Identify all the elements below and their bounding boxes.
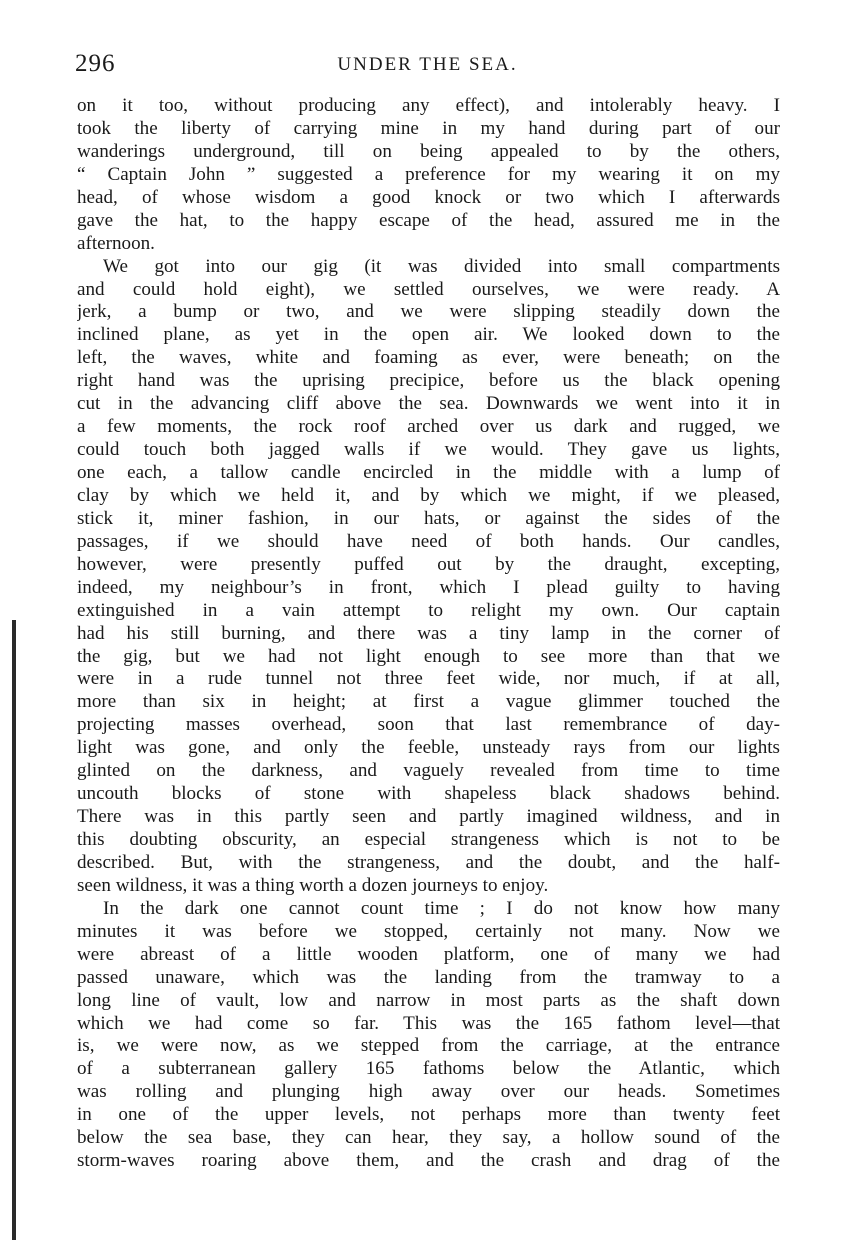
text-line: of a subterranean gallery 165 fathoms below the Atlantic, which [77, 1058, 780, 1080]
text-line: in one of the upper levels, not perhaps more than twenty feet [77, 1104, 780, 1126]
page-edge-shadow [12, 620, 16, 1240]
text-line: clay by which we held it, and by which we might, if we pleased, [77, 484, 780, 506]
text-line: and could hold eight), we settled ourselves, we were ready. A [77, 278, 780, 300]
running-head: UNDER THE SEA. [337, 54, 518, 75]
text-line: could touch both jagged walls if we would. They gave us lights, [77, 439, 780, 461]
text-line: light was gone, and only the feeble, unsteady rays from our lights [77, 737, 780, 759]
text-line: indeed, my neighbour’s in front, which I plead guilty to having [77, 576, 780, 598]
text-line: cut in the advancing cliff above the sea. Downwards we went into it in [77, 393, 780, 415]
text-line: There was in this partly seen and partly imagined wildness, and in [77, 806, 780, 828]
text-line: seen wildness, it was a thing worth a dozen journeys to enjoy. [77, 874, 549, 896]
text-line: described. But, with the strangeness, and the doubt, and the half- [77, 851, 780, 873]
text-line: on it too, without producing any effect), and intolerably heavy. I [77, 95, 780, 116]
text-line: inclined plane, as yet in the open air. We looked down to the [77, 324, 780, 346]
text-line: below the sea base, they can hear, they say, a hollow sound of the [77, 1127, 780, 1149]
text-line: passages, if we should have need of both hands. Our candles, [77, 530, 780, 552]
text-line: was rolling and plunging high away over our heads. Sometimes [77, 1081, 780, 1103]
text-line: storm-waves roaring above them, and the crash and drag of the [77, 1150, 780, 1172]
body-text [77, 95, 780, 1173]
text-line: glinted on the darkness, and vaguely revealed from time to time [77, 760, 780, 782]
text-line: “ Captain John ” suggested a preference for my wearing it on my [77, 163, 780, 185]
text-line: is, we were now, as we stepped from the carriage, at the entrance [77, 1035, 780, 1057]
text-line: afternoon. [77, 232, 155, 254]
text-line: which we had come so far. This was the 165 fathom level—that [77, 1012, 780, 1034]
text-line: gave the hat, to the happy escape of the head, assured me in the [77, 209, 780, 231]
page-header [75, 50, 780, 80]
text-line: jerk, a bump or two, and we were slipping steadily down the [77, 301, 780, 323]
text-line: left, the waves, white and foaming as ever, were beneath; on the [77, 347, 780, 369]
text-line: this doubting obscurity, an especial strangeness which is not to be [77, 829, 780, 850]
text-line: extinguished in a vain attempt to relight my own. Our captain [77, 599, 780, 621]
text-line: projecting masses overhead, soon that last remembrance of day- [77, 714, 780, 736]
text-line: took the liberty of carrying mine in my hand during part of our [77, 117, 780, 139]
page-number: 296 [75, 50, 116, 77]
text-line: the gig, but we had not light enough to see more than that we [77, 645, 780, 667]
text-line: minutes it was before we stopped, certainly not many. Now we [77, 920, 780, 942]
text-line: We got into our gig (it was divided into small compartments [103, 255, 780, 277]
text-line: stick it, miner fashion, in our hats, or against the sides of the [77, 507, 780, 529]
text-line: In the dark one cannot count time ; I do not know how many [103, 897, 780, 919]
text-line: passed unaware, which was the landing from the tramway to a [77, 966, 780, 988]
text-line: wanderings underground, till on being appealed to by the others, [77, 140, 780, 162]
text-line: had his still burning, and there was a tiny lamp in the corner of [77, 622, 780, 644]
text-line: head, of whose wisdom a good knock or two which I afterwards [77, 186, 780, 208]
text-line: however, were presently puffed out by the draught, excepting, [77, 553, 780, 575]
text-line: a few moments, the rock roof arched over us dark and rugged, we [77, 416, 780, 438]
text-line: one each, a tallow candle encircled in the middle with a lump of [77, 462, 780, 483]
text-line: right hand was the uprising precipice, before us the black opening [77, 370, 780, 392]
text-line: more than six in height; at first a vague glimmer touched the [77, 691, 780, 713]
text-line: long line of vault, low and narrow in most parts as the shaft down [77, 989, 780, 1011]
text-line: were abreast of a little wooden platform, one of many we had [77, 943, 780, 965]
text-line: were in a rude tunnel not three feet wide, nor much, if at all, [77, 668, 780, 690]
text-line: uncouth blocks of stone with shapeless black shadows behind. [77, 783, 780, 805]
